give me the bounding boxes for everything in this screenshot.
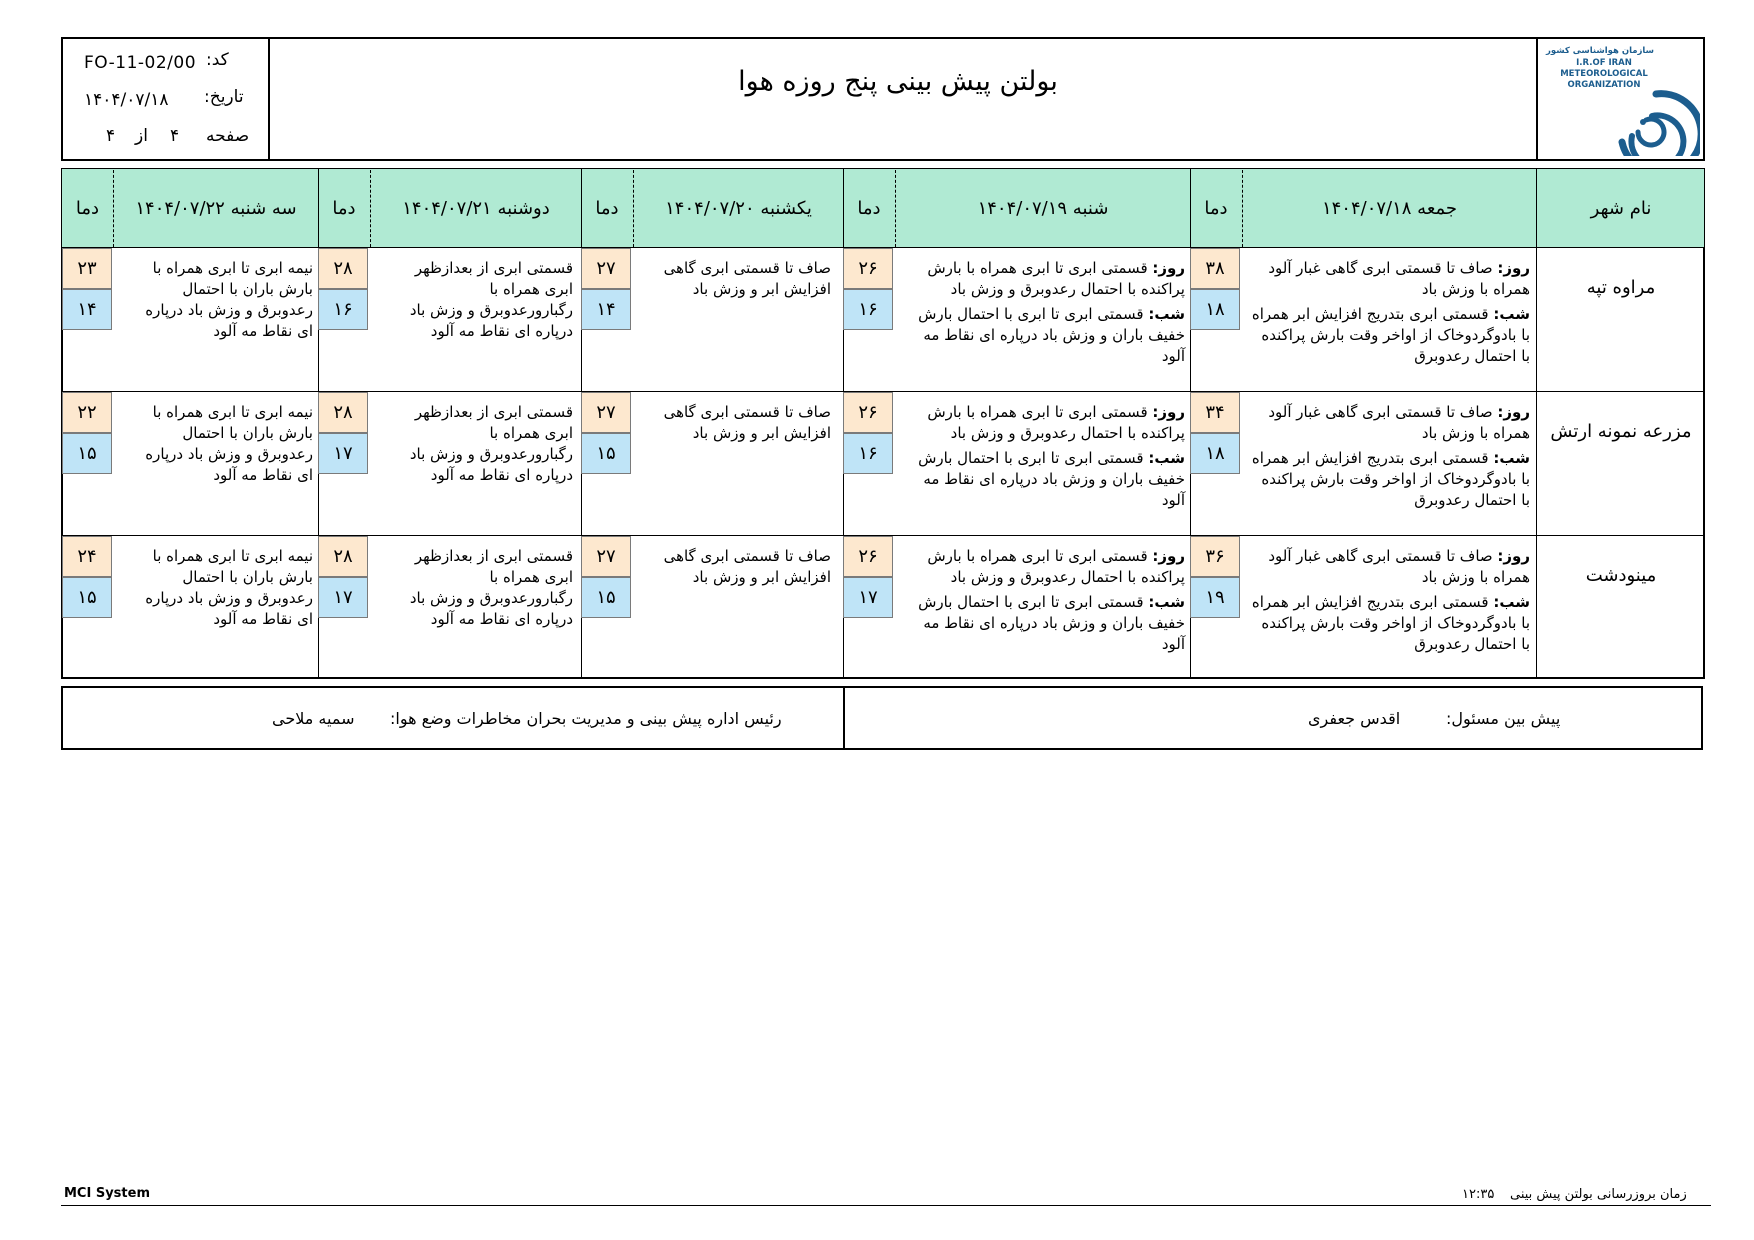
- day-text: قسمتی ابری تا ابری همراه با بارش پراکنده با احتمال رعدوبرق و وزش باد: [927, 259, 1185, 298]
- header-city: نام شهر: [1590, 197, 1652, 219]
- logo-line-1: سازمان هواشناسی کشور: [1545, 46, 1654, 56]
- day3-forecast: صاف تا قسمتی ابری گاهی افزایش ابر و وزش باد: [663, 547, 831, 586]
- min-temp: ۱۵: [581, 433, 631, 474]
- day-text: صاف تا قسمتی ابری گاهی غبار آلود همراه با وزش باد: [1268, 259, 1530, 298]
- header-day-4: دوشنبه ۱۴۰۴/۰۷/۲۱: [402, 197, 550, 219]
- min-temp: ۱۶: [318, 289, 368, 330]
- day-prefix: روز:: [1152, 259, 1185, 277]
- max-temp: ۲۳: [62, 248, 112, 289]
- code-value: FO-11-02/00: [84, 53, 197, 73]
- page-title: بولتن پیش بینی پنج روزه هوا: [738, 66, 1058, 97]
- header-day-3: یکشنبه ۱۴۰۴/۰۷/۲۰: [665, 197, 812, 219]
- night-text: قسمتی ابری بتدریج افزایش ابر همراه با بادوگردوخاک از اواخر وقت بارش پراکنده با احتمال رعدوبرق: [1251, 449, 1530, 509]
- day1-forecast: [1248, 258, 1530, 367]
- night-prefix: شب:: [1493, 449, 1530, 467]
- day4-forecast: قسمتی ابری از بعدازظهر ابری همراه با رگبارورعدوبرق و وزش باد درپاره ای نقاط مه آلود: [409, 259, 573, 340]
- header-temp-1: دما: [1204, 197, 1228, 219]
- code-label: کد:: [206, 50, 229, 70]
- page-of: از: [135, 126, 148, 146]
- night-text: قسمتی ابری بتدریج افزایش ابر همراه با بادوگردوخاک از اواخر وقت بارش پراکنده با احتمال رعدوبرق: [1251, 593, 1530, 653]
- min-temp: ۱۷: [843, 577, 893, 618]
- page-current: ۴: [170, 126, 180, 146]
- header-day-1: جمعه ۱۴۰۴/۰۷/۱۸: [1321, 197, 1458, 219]
- max-temp: ۲۴: [62, 536, 112, 577]
- min-temp: ۱۸: [1190, 289, 1240, 330]
- head-label: رئیس اداره پیش بینی و مدیریت بحران مخاطرات وضع هوا:: [390, 709, 782, 728]
- city-name: مزرعه نمونه ارتش: [1550, 421, 1692, 442]
- day4-forecast: قسمتی ابری از بعدازظهر ابری همراه با رگبارورعدوبرق و وزش باد درپاره ای نقاط مه آلود: [409, 403, 573, 484]
- logo-spiral-icon: [1545, 44, 1700, 156]
- day5-forecast: نیمه ابری تا ابری همراه با بارش باران با احتمال رعدوبرق و وزش باد درپاره ای نقاط مه آلود: [145, 547, 313, 628]
- max-temp: ۲۷: [581, 392, 631, 433]
- day-prefix: روز:: [1152, 403, 1185, 421]
- max-temp: ۳۴: [1190, 392, 1240, 433]
- day4-forecast: قسمتی ابری از بعدازظهر ابری همراه با رگبارورعدوبرق و وزش باد درپاره ای نقاط مه آلود: [409, 547, 573, 628]
- max-temp: ۲۶: [843, 392, 893, 433]
- header-divider-right: [1536, 37, 1538, 161]
- night-text: قسمتی ابری تا ابری با احتمال بارش خفیف باران و وزش باد درپاره ای نقاط مه آلود: [918, 449, 1185, 509]
- max-temp: ۲۸: [318, 392, 368, 433]
- min-temp: ۱۴: [62, 289, 112, 330]
- max-temp: ۲۸: [318, 536, 368, 577]
- day5-forecast: نیمه ابری تا ابری همراه با بارش باران با احتمال رعدوبرق و وزش باد درپاره ای نقاط مه آلود: [145, 403, 313, 484]
- header-day-5: سه شنبه ۱۴۰۴/۰۷/۲۲: [135, 197, 297, 219]
- day-text: قسمتی ابری تا ابری همراه با بارش پراکنده با احتمال رعدوبرق و وزش باد: [927, 403, 1185, 442]
- min-temp: ۱۶: [843, 289, 893, 330]
- header-temp-2: دما: [857, 197, 881, 219]
- night-text: قسمتی ابری تا ابری با احتمال بارش خفیف باران و وزش باد درپاره ای نقاط مه آلود: [918, 305, 1185, 365]
- header-box: [61, 37, 1705, 161]
- day-text: صاف تا قسمتی ابری گاهی غبار آلود همراه با وزش باد: [1268, 547, 1530, 586]
- night-text: قسمتی ابری تا ابری با احتمال بارش خفیف باران و وزش باد درپاره ای نقاط مه آلود: [918, 593, 1185, 653]
- min-temp: ۱۴: [581, 289, 631, 330]
- header-temp-4: دما: [332, 197, 356, 219]
- max-temp: ۲۶: [843, 536, 893, 577]
- max-temp: ۲۷: [581, 536, 631, 577]
- min-temp: ۱۹: [1190, 577, 1240, 618]
- update-time: ۱۲:۳۵: [1462, 1187, 1495, 1202]
- max-temp: ۳۸: [1190, 248, 1240, 289]
- update-label: زمان بروزرسانی بولتن پیش بینی: [1510, 1187, 1687, 1202]
- max-temp: ۲۶: [843, 248, 893, 289]
- night-prefix: شب:: [1493, 593, 1530, 611]
- min-temp: ۱۷: [318, 433, 368, 474]
- min-temp: ۱۵: [62, 433, 112, 474]
- city-name: مینودشت: [1585, 565, 1657, 586]
- max-temp: ۲۸: [318, 248, 368, 289]
- max-temp: ۲۲: [62, 392, 112, 433]
- min-temp: ۱۷: [318, 577, 368, 618]
- night-prefix: شب:: [1148, 305, 1185, 323]
- system-name: MCI System: [64, 1186, 150, 1201]
- forecaster-name: اقدس جعفری: [1308, 709, 1401, 728]
- logo-line-2: I.R.OF IRAN: [1576, 58, 1632, 68]
- day-prefix: روز:: [1497, 547, 1530, 565]
- night-prefix: شب:: [1148, 593, 1185, 611]
- header-divider-left: [268, 37, 270, 161]
- head-name: سمیه ملاحی: [272, 709, 355, 728]
- day3-forecast: صاف تا قسمتی ابری گاهی افزایش ابر و وزش باد: [663, 403, 831, 442]
- day-prefix: روز:: [1497, 403, 1530, 421]
- bottom-rule: [61, 1205, 1711, 1206]
- day-prefix: روز:: [1152, 547, 1185, 565]
- max-temp: ۳۶: [1190, 536, 1240, 577]
- day2-forecast: [900, 402, 1185, 511]
- logo-line-3: METEOROLOGICAL: [1560, 69, 1648, 79]
- day-prefix: روز:: [1497, 259, 1530, 277]
- min-temp: ۱۶: [843, 433, 893, 474]
- header-temp-3: دما: [595, 197, 619, 219]
- page-total: ۴: [106, 126, 116, 146]
- night-prefix: شب:: [1493, 305, 1530, 323]
- day3-forecast: صاف تا قسمتی ابری گاهی افزایش ابر و وزش باد: [663, 259, 831, 298]
- min-temp: ۱۸: [1190, 433, 1240, 474]
- night-prefix: شب:: [1148, 449, 1185, 467]
- min-temp: ۱۵: [62, 577, 112, 618]
- date-label: تاریخ:: [204, 87, 244, 107]
- day-text: قسمتی ابری تا ابری همراه با بارش پراکنده با احتمال رعدوبرق و وزش باد: [927, 547, 1185, 586]
- logo-line-4: ORGANIZATION: [1567, 80, 1641, 90]
- signature-divider: [843, 686, 845, 750]
- page-label: صفحه: [206, 126, 250, 146]
- day5-forecast: نیمه ابری تا ابری همراه با بارش باران با احتمال رعدوبرق و وزش باد درپاره ای نقاط مه آلود: [145, 259, 313, 340]
- day1-forecast: [1248, 402, 1530, 511]
- day1-forecast: [1248, 546, 1530, 655]
- organization-logo: [1545, 44, 1700, 156]
- city-name: مراوه تپه: [1586, 277, 1656, 298]
- night-text: قسمتی ابری بتدریج افزایش ابر همراه با بادوگردوخاک از اواخر وقت بارش پراکنده با احتمال رعدوبرق: [1251, 305, 1530, 365]
- date-value: ۱۴۰۴/۰۷/۱۸: [84, 90, 169, 110]
- min-temp: ۱۵: [581, 577, 631, 618]
- max-temp: ۲۷: [581, 248, 631, 289]
- day2-forecast: [900, 546, 1185, 655]
- header-day-2: شنبه ۱۴۰۴/۰۷/۱۹: [977, 197, 1109, 219]
- header-temp-5: دما: [75, 197, 100, 219]
- forecaster-label: پیش بین مسئول:: [1446, 709, 1561, 728]
- day2-forecast: [900, 258, 1185, 367]
- day-text: صاف تا قسمتی ابری گاهی غبار آلود همراه با وزش باد: [1268, 403, 1530, 442]
